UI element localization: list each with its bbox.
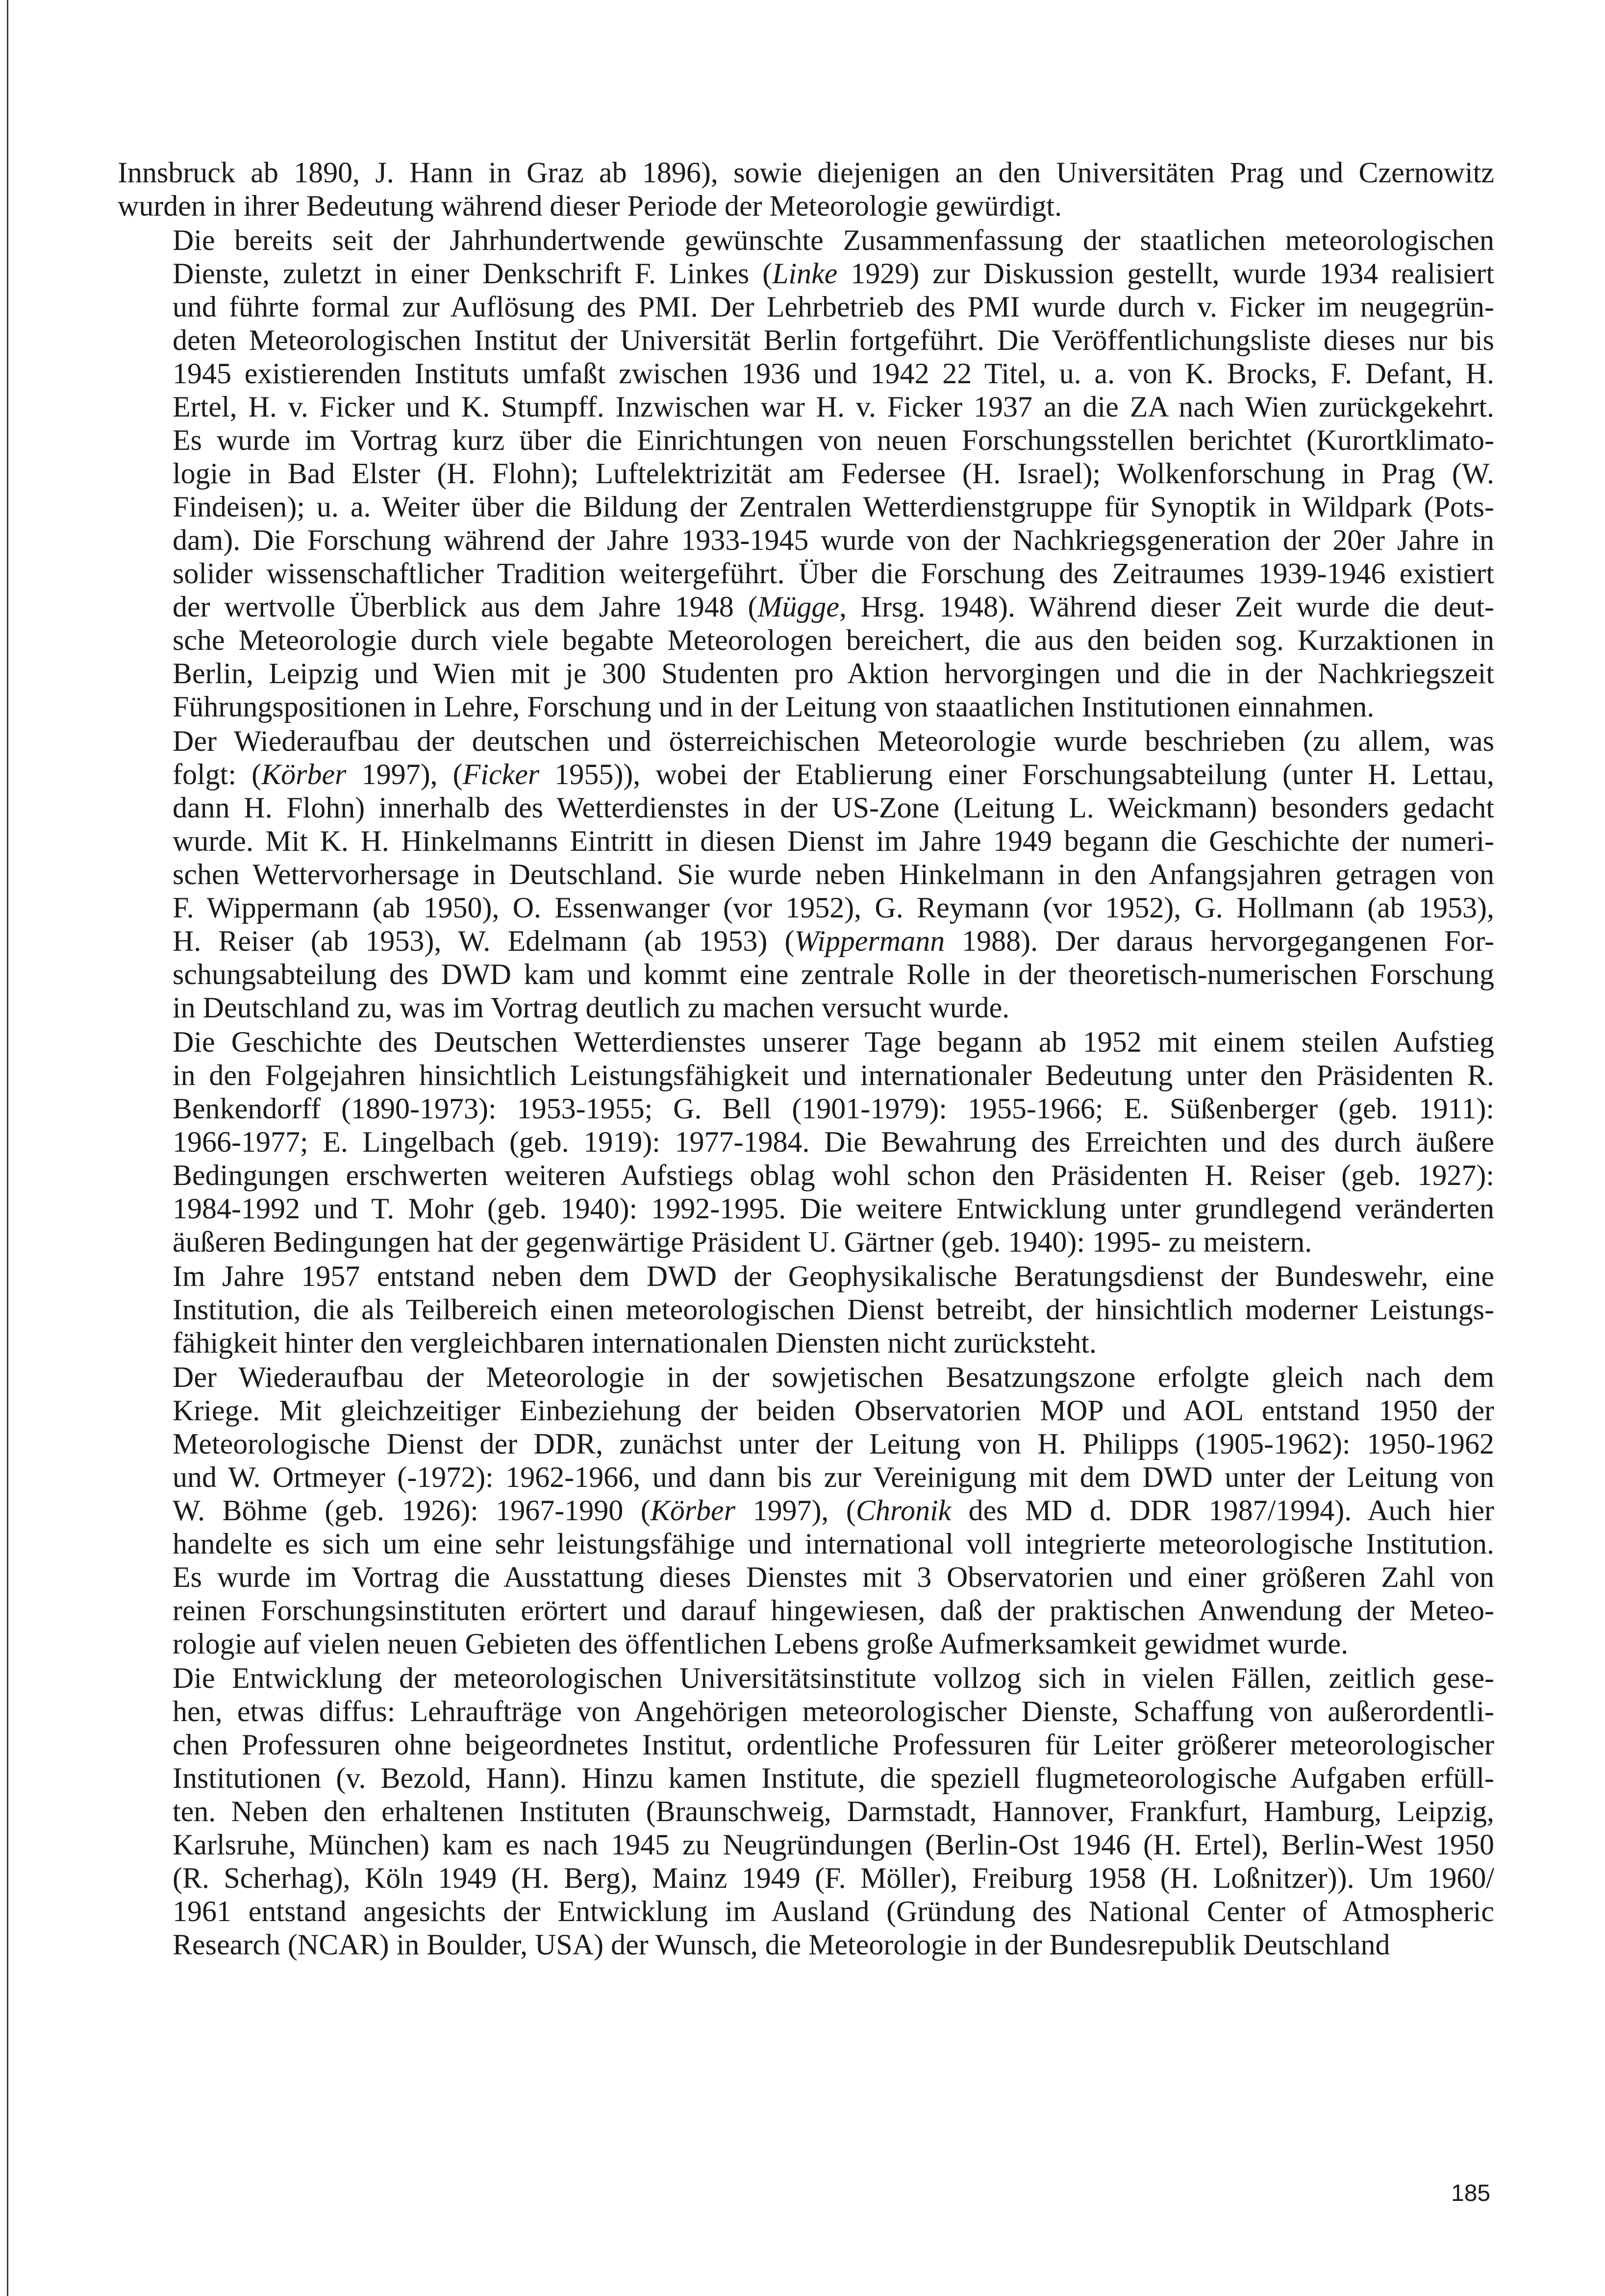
text-run: fähigkeit hinter den vergleichbaren internationalen Diensten nicht zurücksteht. (173, 1327, 1097, 1359)
text-run: wurden in ihrer Bedeutung während dieser Periode der Meteorologie gewürdigt. (118, 190, 1062, 222)
text-run: wurde. Mit K. H. Hinkelmanns Eintritt in diesen Dienst im Jahre 1949 begann die Geschichte der numeri- (173, 825, 1494, 857)
text-line (118, 1427, 1494, 1460)
citation-author: Ficker (462, 758, 540, 790)
text-line (118, 1895, 1494, 1928)
text-run: Im Jahre 1957 entstand neben dem DWD der Geophysikalische Beratungsdienst der Bundeswehr, eine (173, 1260, 1494, 1292)
text-line (118, 1627, 1494, 1660)
text-run: 1988). Der daraus hervorgegangenen For- (945, 925, 1494, 957)
text-line (118, 1360, 1494, 1394)
text-line (118, 1125, 1494, 1159)
text-run: folgt: ( (173, 758, 262, 790)
paragraph (118, 1360, 1494, 1660)
text-run: Es wurde im Vortrag die Ausstattung dieses Dienstes mit 3 Observatorien und einer größeren Zahl von (173, 1561, 1494, 1593)
text-line (118, 1159, 1494, 1192)
text-line (118, 1293, 1494, 1326)
text-run: reinen Forschungsinstituten erörtert und darauf hingewiesen, daß der praktischen Anwendung der Meteo- (173, 1594, 1494, 1627)
text-line (118, 958, 1494, 991)
text-run: Bedingungen erschwerten weiteren Aufstiegs oblag wohl schon den Präsidenten H. Reiser (geb. 1927): (173, 1159, 1494, 1191)
text-line (118, 590, 1494, 623)
text-line (118, 357, 1494, 390)
text-run: 1929) zur Diskussion gestellt, wurde 1934 realisiert (837, 257, 1494, 290)
text-run: äußeren Bedingungen hat der gegenwärtige Präsident U. Gärtner (geb. 1940): 1995- zu meistern. (173, 1226, 1312, 1258)
text-run: Meteorologische Dienst der DDR, zunächst unter der Leitung von H. Philipps (1905-1962): 1950-1962 (173, 1428, 1494, 1460)
text-line (118, 1059, 1494, 1092)
citation-author: Linke (772, 257, 838, 290)
text-line (118, 1494, 1494, 1527)
text-line (118, 1527, 1494, 1560)
text-run: (R. Scherhag), Köln 1949 (H. Berg), Mainz 1949 (F. Möller), Freiburg 1958 (H. Loßnitzer)). Um 1960/ (173, 1862, 1494, 1894)
text-line (118, 1594, 1494, 1627)
text-run: W. Böhme (geb. 1926): 1967-1990 ( (173, 1494, 651, 1527)
text-run: 1997), ( (735, 1494, 856, 1527)
text-run: solider wissenschaftlicher Tradition weitergeführt. Über die Forschung des Zeitraumes 1939-1946 existiert (173, 557, 1494, 590)
text-run: 1945 existierenden Instituts umfaßt zwischen 1936 und 1942 22 Titel, u. a. von K. Brocks, F. Defant, H. (173, 357, 1494, 390)
text-run: Der Wiederaufbau der Meteorologie in der sowjetischen Besatzungszone erfolgte gleich nach dem (173, 1361, 1494, 1393)
text-run: Dienste, zuletzt in einer Denkschrift F. Linkes ( (173, 257, 773, 290)
text-line (118, 323, 1494, 357)
text-line (118, 891, 1494, 924)
text-line (118, 156, 1494, 189)
text-line (118, 1092, 1494, 1125)
text-run: und W. Ortmeyer (-1972): 1962-1966, und dann bis zur Vereinigung mit dem DWD unter der Leitung von (173, 1461, 1494, 1493)
text-line (118, 1025, 1494, 1059)
text-line (118, 824, 1494, 858)
text-run: ten. Neben den erhaltenen Instituten (Braunschweig, Darmstadt, Hannover, Frankfurt, Hamburg, Leipzig, (173, 1795, 1494, 1827)
citation-author: Wippermann (794, 925, 945, 957)
citation-author: Körber (650, 1494, 736, 1527)
text-run: schen Wettervorhersage in Deutschland. Sie wurde neben Hinkelmann in den Anfangsjahren getragen von (173, 858, 1494, 890)
text-line (118, 1225, 1494, 1259)
page-number: 185 (1451, 2180, 1491, 2206)
text-line (118, 1695, 1494, 1728)
text-run: Karlsruhe, München) kam es nach 1945 zu Neugründungen (Berlin-Ost 1946 (H. Ertel), Berlin-West 1950 (173, 1828, 1494, 1861)
text-run: Berlin, Leipzig und Wien mit je 300 Studenten pro Aktion hervorgingen und die in der Nachkriegszeit (173, 657, 1494, 690)
text-run: Ertel, H. v. Ficker und K. Stumpff. Inzwischen war H. v. Ficker 1937 an die ZA nach Wien zurückgekehrt. (173, 391, 1494, 423)
text-line (118, 924, 1494, 958)
text-run: chen Professuren ohne beigeordnetes Institut, ordentliche Professuren für Leiter größerer meteorologischer (173, 1728, 1494, 1761)
text-line (118, 1326, 1494, 1359)
text-run: dam). Die Forschung während der Jahre 1933-1945 wurde von der Nachkriegsgeneration der 20er Jahre in (173, 524, 1494, 556)
text-line (118, 724, 1494, 758)
text-run: Innsbruck ab 1890, J. Hann in Graz ab 1896), sowie diejenigen an den Universitäten Prag und Czernowitz (118, 156, 1494, 189)
text-run: 1997), ( (346, 758, 463, 790)
paragraph (118, 223, 1494, 723)
text-line (118, 1560, 1494, 1594)
text-line (118, 657, 1494, 690)
text-line (118, 1460, 1494, 1494)
citation-author: Chronik (855, 1494, 952, 1527)
text-line (118, 423, 1494, 457)
citation-author: Körber (261, 758, 347, 790)
text-line (118, 690, 1494, 723)
text-line (118, 1192, 1494, 1225)
text-line (118, 991, 1494, 1024)
text-line (118, 223, 1494, 257)
citation-author: Mügge (757, 591, 840, 623)
paragraph (118, 1259, 1494, 1359)
text-run: Institutionen (v. Bezold, Hann). Hinzu kamen Institute, die speziell flugmeteorologische Aufgaben erfüll- (173, 1762, 1494, 1794)
text-run: rologie auf vielen neuen Gebieten des öffentlichen Lebens große Aufmerksamkeit gewidmet wurde. (173, 1628, 1349, 1660)
text-run: Die bereits seit der Jahrhundertwende gewünschte Zusammenfassung der staatlichen meteorologischen (173, 224, 1494, 256)
text-line (118, 858, 1494, 891)
text-run: Findeisen); u. a. Weiter über die Bildung der Zentralen Wetterdienstgruppe für Synoptik in Wildpark (Pots- (173, 491, 1494, 523)
text-run: schungsabteilung des DWD kam und kommt eine zentrale Rolle in der theoretisch-numerischen Forschung (173, 958, 1494, 990)
text-line (118, 1728, 1494, 1761)
text-run: 1961 entstand angesichts der Entwicklung im Ausland (Gründung des National Center of Atmospheric (173, 1895, 1494, 1927)
text-line (118, 1795, 1494, 1828)
text-line (118, 457, 1494, 490)
text-line (118, 791, 1494, 824)
paragraph (118, 1025, 1494, 1259)
text-run: Die Geschichte des Deutschen Wetterdienstes unserer Tage begann ab 1952 mit einem steilen Aufstieg (173, 1026, 1494, 1058)
text-run: und führte formal zur Auflösung des PMI. Der Lehrbetrieb des PMI wurde durch v. Ficker im neugegrün- (173, 291, 1494, 323)
text-line (118, 1828, 1494, 1861)
paragraph (118, 156, 1494, 222)
text-line (118, 1928, 1494, 1961)
text-line (118, 1861, 1494, 1895)
text-run: F. Wippermann (ab 1950), O. Essenwanger (vor 1952), G. Reymann (vor 1952), G. Hollmann (ab 1953), (173, 891, 1494, 924)
text-run: in den Folgejahren hinsichtlich Leistungsfähigkeit und internationaler Bedeutung unter den Präsidenten R. (173, 1059, 1494, 1091)
text-line (118, 189, 1494, 222)
text-line (118, 1661, 1494, 1695)
text-run: deten Meteorologischen Institut der Universität Berlin fortgeführt. Die Veröffentlichungsliste dieses nur bis (173, 324, 1494, 356)
text-run: , Hrsg. 1948). Während dieser Zeit wurde die deut- (839, 591, 1494, 623)
scan-edge-line (7, 0, 8, 2296)
text-line (118, 490, 1494, 523)
text-run: sche Meteorologie durch viele begabte Meteorologen bereichert, die aus den beiden sog. Kurzaktionen in (173, 624, 1494, 656)
text-run: H. Reiser (ab 1953), W. Edelmann (ab 1953) ( (173, 925, 795, 957)
text-run: in Deutschland zu, was im Vortrag deutlich zu machen versucht wurde. (173, 991, 1010, 1024)
text-run: Benkendorff (1890-1973): 1953-1955; G. Bell (1901-1979): 1955-1966; E. Süßenberger (geb. 1911): (173, 1092, 1494, 1125)
text-run: Institution, die als Teilbereich einen meteorologischen Dienst betreibt, der hinsichtlich moderner Leistungs- (173, 1293, 1494, 1326)
text-run: dann H. Flohn) innerhalb des Wetterdienstes in der US-Zone (Leitung L. Weickmann) besonders gedacht (173, 791, 1494, 824)
text-line (118, 1761, 1494, 1795)
text-run: der wertvolle Überblick aus dem Jahre 1948 ( (173, 591, 758, 623)
text-line (118, 523, 1494, 557)
text-run: des MD d. DDR 1987/1994). Auch hier (951, 1494, 1494, 1527)
text-run: Research (NCAR) in Boulder, USA) der Wunsch, die Meteorologie in der Bundesrepublik Deutschland (173, 1928, 1390, 1961)
text-line (118, 557, 1494, 590)
text-line (118, 390, 1494, 423)
paragraph (118, 724, 1494, 1024)
body-text (118, 156, 1494, 1961)
text-line (118, 290, 1494, 323)
text-run: 1966-1977; E. Lingelbach (geb. 1919): 1977-1984. Die Bewahrung des Erreichten und des durch äußere (173, 1126, 1494, 1158)
text-run: Führungspositionen in Lehre, Forschung und in der Leitung von staaatlichen Institutionen einnahmen. (173, 691, 1375, 723)
text-line (118, 623, 1494, 657)
text-run: 1955)), wobei der Etablierung einer Forschungsabteilung (unter H. Lettau, (539, 758, 1494, 790)
text-run: Kriege. Mit gleichzeitiger Einbeziehung der beiden Observatorien MOP und AOL entstand 1950 der (173, 1394, 1494, 1427)
text-run: Die Entwicklung der meteorologischen Universitätsinstitute vollzog sich in vielen Fällen, zeitlich gese- (173, 1662, 1494, 1694)
text-run: hen, etwas diffus: Lehraufträge von Angehörigen meteorologischer Dienste, Schaffung von außerordentli- (173, 1695, 1494, 1728)
text-run: logie in Bad Elster (H. Flohn); Luftelektrizität am Federsee (H. Israel); Wolkenforschung in Prag (W. (173, 457, 1494, 490)
text-line (118, 257, 1494, 290)
text-line (118, 758, 1494, 791)
text-run: Es wurde im Vortrag kurz über die Einrichtungen von neuen Forschungsstellen berichtet (Kurortklimato- (173, 424, 1494, 456)
text-line (118, 1259, 1494, 1293)
text-line (118, 1394, 1494, 1427)
text-run: handelte es sich um eine sehr leistungsfähige und international voll integrierte meteorologische Institution. (173, 1528, 1494, 1560)
paragraph (118, 1661, 1494, 1961)
text-run: Der Wiederaufbau der deutschen und österreichischen Meteorologie wurde beschrieben (zu allem, was (173, 725, 1494, 757)
text-run: 1984-1992 und T. Mohr (geb. 1940): 1992-1995. Die weitere Entwicklung unter grundlegend veränderten (173, 1192, 1494, 1225)
